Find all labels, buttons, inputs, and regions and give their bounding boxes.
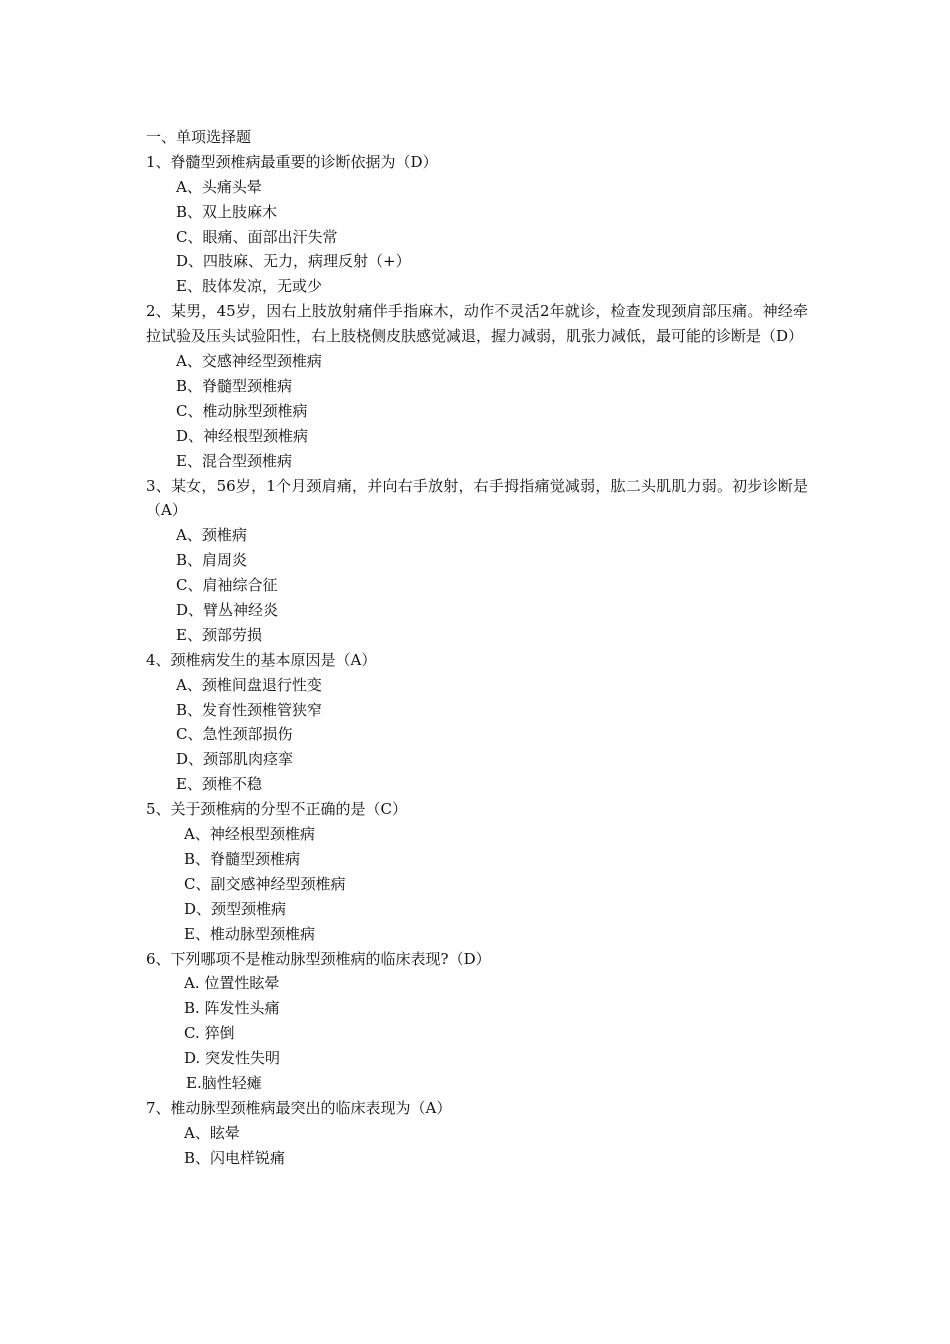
question-3-option-c: C、肩袖综合征 [176,576,278,595]
document-page [146,125,808,1171]
question-3-option-a: A、颈椎病 [176,526,247,545]
question-2-option-c: C、椎动脉型颈椎病 [176,401,308,420]
question-4-stem: 4、颈椎病发生的基本原因是（A） [146,650,377,669]
question-6-option-e: E.脑性轻瘫 [186,1073,262,1092]
question-2-option-d: D、神经根型颈椎病 [176,426,309,445]
question-7-stem: 7、椎动脉型颈椎病最突出的临床表现为（A） [146,1098,452,1117]
question-2-option-e: E、混合型颈椎病 [176,451,292,470]
question-5-option-e: E、椎动脉型颈椎病 [184,924,315,943]
question-7-option-b: B、闪电样锐痛 [184,1148,286,1167]
question-7-option-a: A、眩晕 [184,1123,240,1142]
question-1-stem: 1、脊髓型颈椎病最重要的诊断依据为（D） [146,152,438,171]
question-5-option-a: A、神经根型颈椎病 [184,825,315,844]
question-5-stem: 5、关于颈椎病的分型不正确的是（C） [146,800,408,819]
question-6-stem: 6、下列哪项不是椎动脉型颈椎病的临床表现?（D） [146,949,491,968]
question-6-option-c: C. 猝倒 [184,1024,235,1043]
question-6-option-a: A. 位置性眩晕 [184,974,280,993]
question-1-option-d: D、四肢麻、无力，病理反射（+） [176,252,411,271]
question-1-option-b: B、双上肢麻木 [176,202,278,221]
question-4-option-a: A、颈椎间盘退行性变 [176,675,322,694]
question-5-option-d: D、颈型颈椎病 [184,899,287,918]
question-4-option-b: B、发育性颈椎管狭窄 [176,700,323,719]
question-4-option-d: D、颈部肌肉痉挛 [176,750,294,769]
question-6-option-d: D. 突发性失明 [184,1049,281,1068]
question-3-option-e: E、颈部劳损 [176,625,262,644]
question-3-option-d: D、臂丛神经炎 [176,601,279,619]
question-4-option-c: C、急性颈部损伤 [176,725,293,744]
question-4-option-e: E、颈椎不稳 [176,775,262,794]
question-1-option-a: A、头痛头晕 [176,177,262,196]
question-6-option-b: B. 阵发性头痛 [184,999,280,1018]
question-5-option-c: C、副交感神经型颈椎病 [184,874,346,893]
question-3-stem: 3、某女，56岁，1个月颈肩痛，并向右手放射，右手拇指痛觉减弱，肱二头肌肌力弱。初步诊断是（A） [146,476,808,520]
question-2-stem: 2、某男，45岁，因右上肢放射痛伴手指麻木，动作不灵活2年就诊，检查发现颈肩部压痛。神经牵拉试验及压头试验阳性，右上肢桡侧皮肤感觉减退，握力减弱，肌张力减低，最可能的诊断是（D） [146,302,808,346]
question-1-option-c: C、眼痛、面部出汗失常 [176,227,338,246]
question-1-option-e: E、肢体发凉，无或少 [176,277,322,296]
question-2-option-b: B、脊髓型颈椎病 [176,376,293,395]
question-3-option-b: B、肩周炎 [176,551,248,570]
question-2-option-a: A、交感神经型颈椎病 [176,352,322,371]
question-5-option-b: B、脊髓型颈椎病 [184,849,301,868]
section-title: 一、单项选择题 [146,128,252,146]
